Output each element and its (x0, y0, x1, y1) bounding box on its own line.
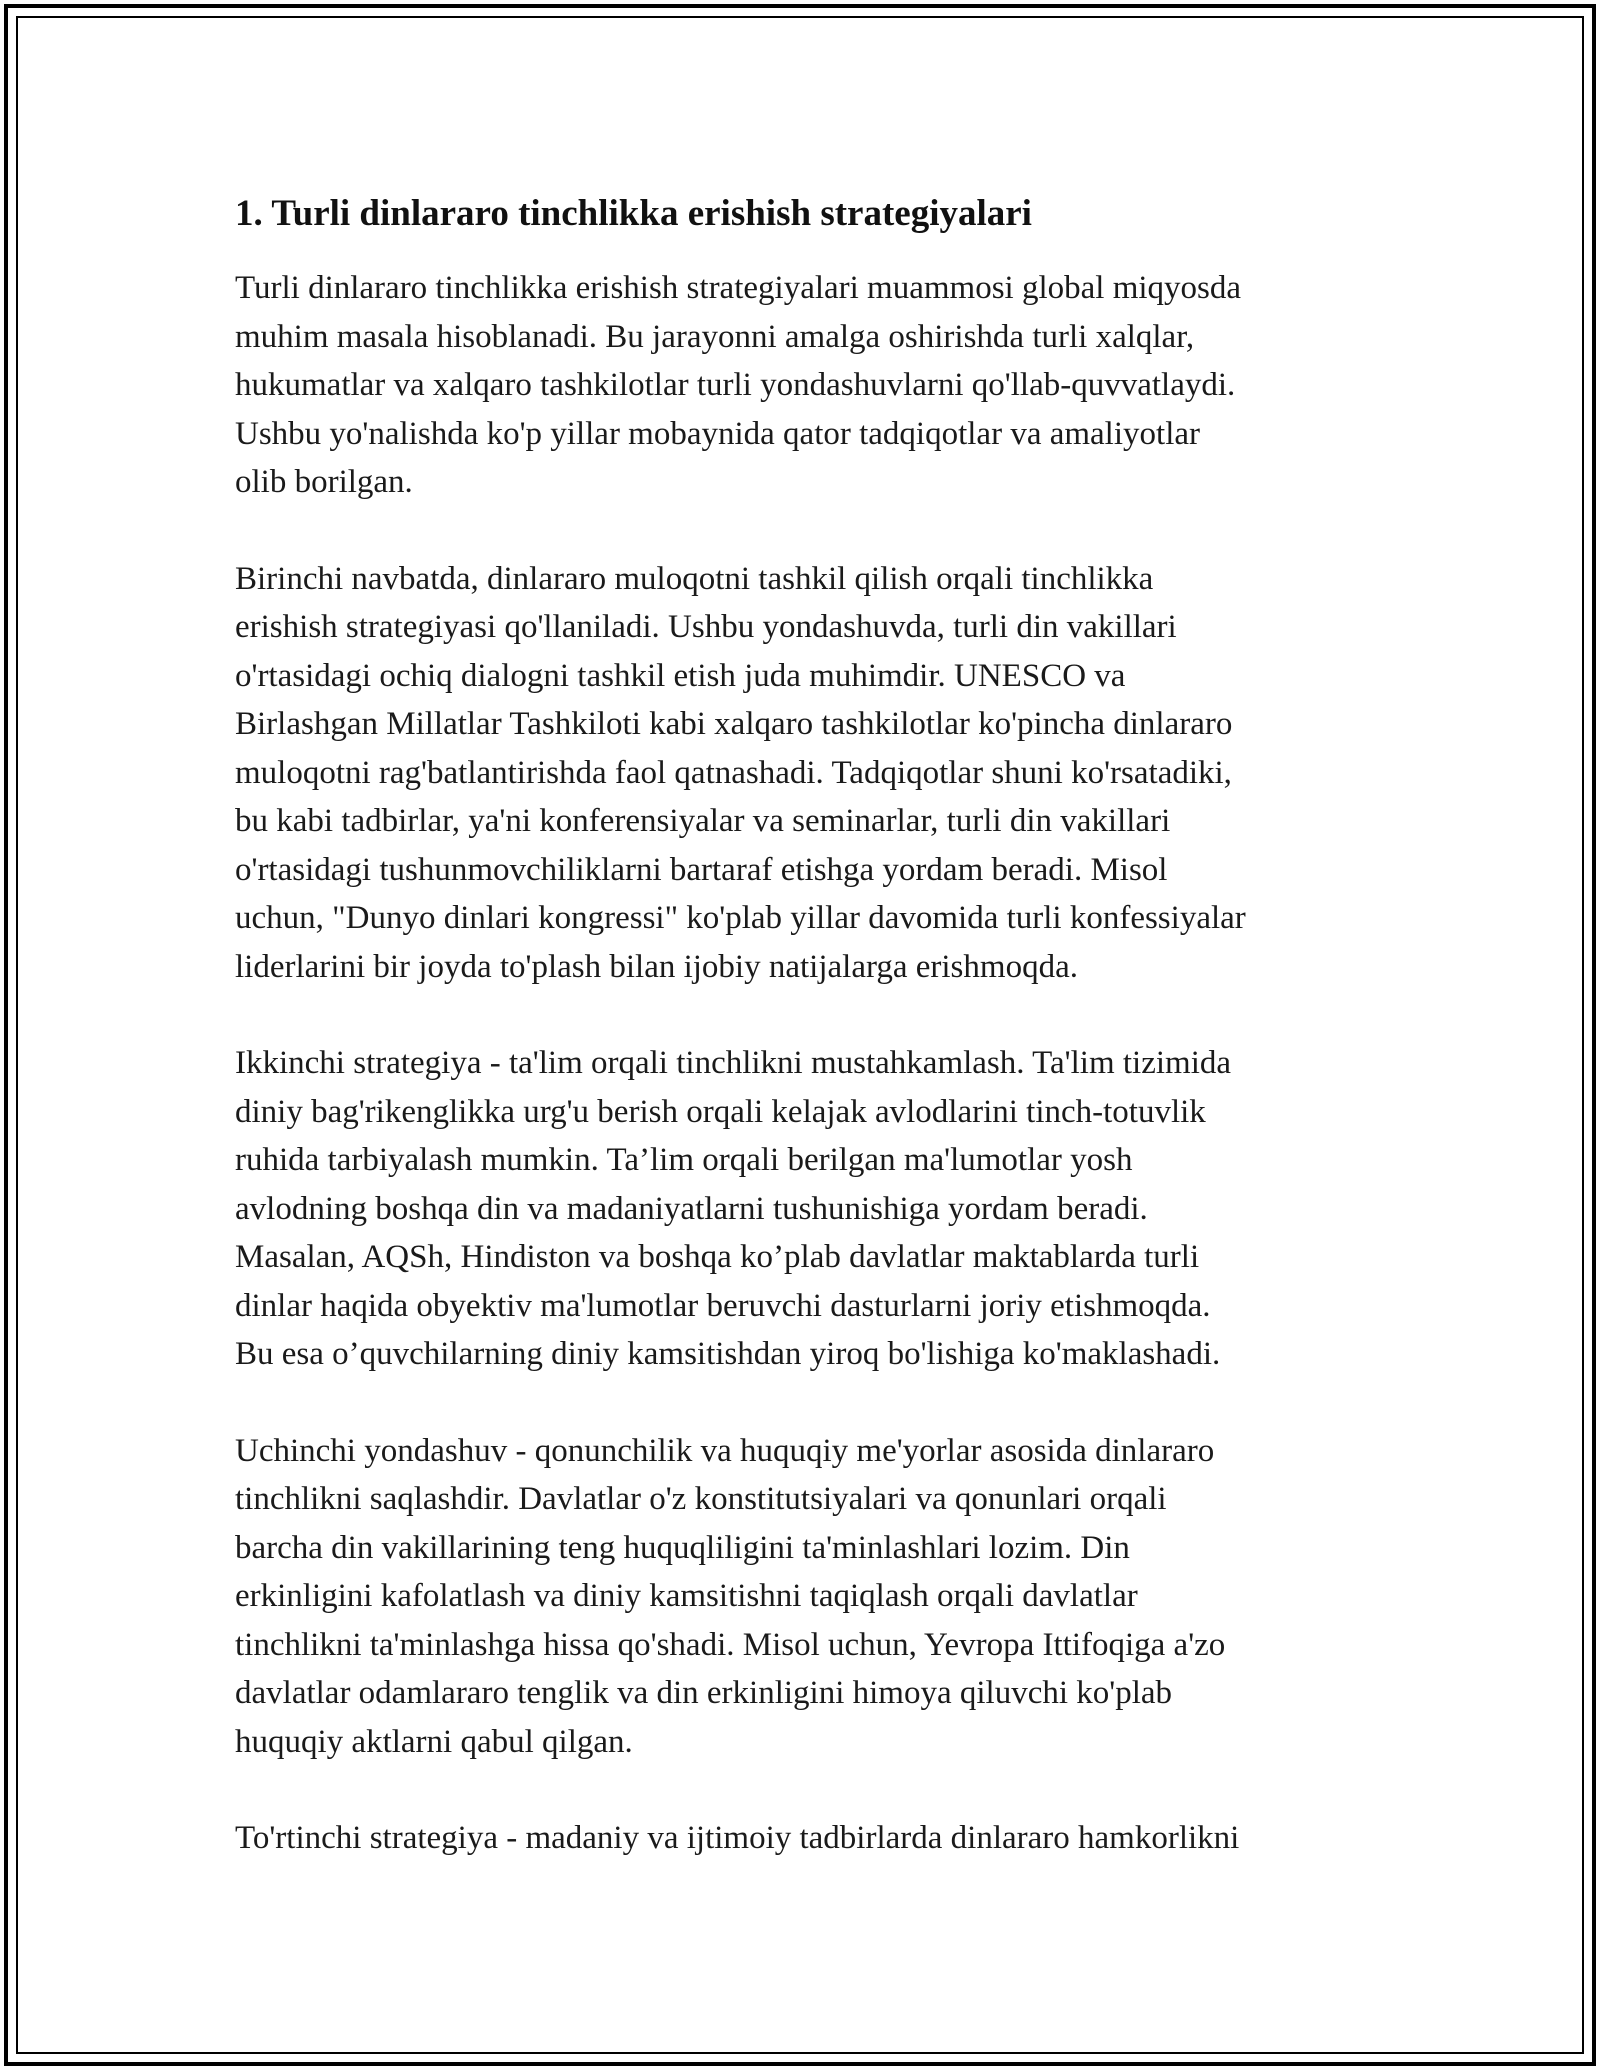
text-line: olib borilgan. (235, 464, 413, 500)
text-line: erishish strategiyasi qo'llaniladi. Ushbu yondashuvda, turli din vakillari (235, 609, 1177, 645)
text-line: Birinchi navbatda, dinlararo muloqotni tashkil qilish orqali tinchlikka (235, 560, 1154, 597)
paragraph-fourth-strategy (235, 1814, 1375, 1863)
paragraph-third-strategy (235, 1427, 1375, 1767)
text-line: huquqiy aktlarni qabul qilgan. (235, 1723, 633, 1760)
text-line: muhim masala hisoblanadi. Bu jarayonni amalga oshirishda turli xalqlar, (235, 318, 1195, 355)
text-line: diniy bag'rikenglikka urg'u berish orqali kelajak avlodlarini tinch-totuvlik (235, 1093, 1206, 1130)
document-body (235, 190, 1375, 1911)
text-line: liderlarini bir joyda to'plash bilan ijobiy natijalarga erishmoqda. (235, 948, 1078, 985)
paragraph-first-strategy (235, 555, 1375, 992)
text-line: Ushbu yo'nalishda ko'p yillar mobaynida qator tadqiqotlar va amaliyotlar (235, 415, 1200, 452)
text-line: muloqotni rag'batlantirishda faol qatnashadi. Tadqiqotlar shuni ko'rsatadiki, (235, 754, 1232, 791)
text-line: hukumatlar va xalqaro tashkilotlar turli yondashuvlarni qo'llab-quvvatlaydi. (235, 367, 1236, 403)
paragraph-intro (235, 264, 1375, 507)
text-line: Masalan, AQSh, Hindiston va boshqa ko’plab davlatlar maktablarda turli (235, 1239, 1200, 1275)
text-line: avlodning boshqa din va madaniyatlarni tushunishiga yordam beradi. (235, 1190, 1148, 1227)
text-line: Ikkinchi strategiya - ta'lim orqali tinchlikni mustahkamlash. Ta'lim tizimida (235, 1045, 1232, 1081)
text-line: dinlar haqida obyektiv ma'lumotlar beruvchi dasturlarni joriy etishmoqda. (235, 1287, 1211, 1324)
text-line: ruhida tarbiyalash mumkin. Ta’lim orqali berilgan ma'lumotlar yosh (235, 1142, 1133, 1178)
text-line: Turli dinlararo tinchlikka erishish strategiyalari muammosi global miqyosda (235, 270, 1242, 306)
text-line: tinchlikni ta'minlashga hissa qo'shadi. Misol uchun, Yevropa Ittifoqiga a'zo (235, 1626, 1226, 1663)
text-line: tinchlikni saqlashdir. Davlatlar o'z konstitutsiyalari va qonunlari orqali (235, 1481, 1167, 1517)
text-line: barcha din vakillarining teng huquqliligini ta'minlashlari lozim. Din (235, 1529, 1130, 1566)
text-line: Birlashgan Millatlar Tashkiloti kabi xalqaro tashkilotlar ko'pincha dinlararo (235, 706, 1233, 742)
text-line: o'rtasidagi ochiq dialogni tashkil etish juda muhimdir. UNESCO va (235, 657, 1126, 694)
text-line: davlatlar odamlararo tenglik va din erkinligini himoya qiluvchi ko'plab (235, 1675, 1173, 1711)
text-line: uchun, "Dunyo dinlari kongressi" ko'plab yillar davomida turli konfessiyalar (235, 900, 1246, 936)
text-line: Bu esa o’quvchilarning diniy kamsitishdan yiroq bo'lishiga ko'maklashadi. (235, 1336, 1221, 1372)
text-line: erkinligini kafolatlash va diniy kamsitishni taqiqlash orqali davlatlar (235, 1578, 1138, 1614)
text-line: bu kabi tadbirlar, ya'ni konferensiyalar va seminarlar, turli din vakillari (235, 803, 1171, 839)
text-line: To'rtinchi strategiya - madaniy va ijtimoiy tadbirlarda dinlararo hamkorlikni (235, 1820, 1240, 1856)
text-line: Uchinchi yondashuv - qonunchilik va huquqiy me'yorlar asosida dinlararo (235, 1432, 1215, 1469)
section-heading: 1. Turli dinlararo tinchlikka erishish strategiyalari (235, 193, 1032, 234)
text-line: o'rtasidagi tushunmovchiliklarni bartaraf etishga yordam beradi. Misol (235, 851, 1168, 888)
paragraph-second-strategy (235, 1039, 1375, 1379)
